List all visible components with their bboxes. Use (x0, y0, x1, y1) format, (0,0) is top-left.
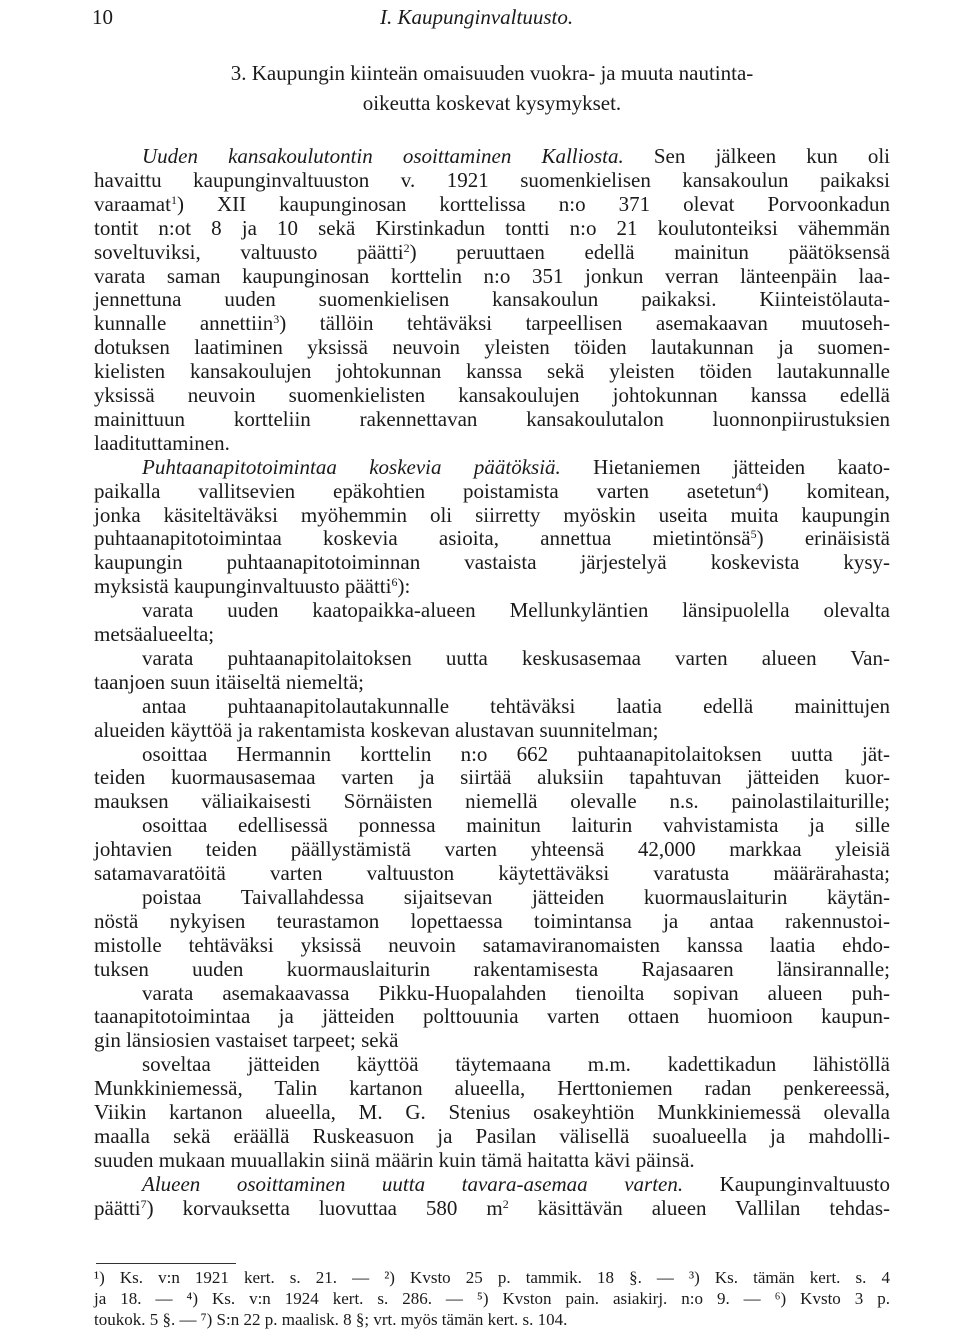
line-text: kunnalle annettiin (94, 311, 274, 336)
line-text: varata uuden kaatopaikka-alueen Mellunkyläntien länsipuolella olevalta (142, 598, 890, 623)
line-text: teiden kuormausasemaa varten ja siirtää aluksiin tapahtuvan jätteiden kuor- (94, 765, 890, 790)
line-text: Kaupunginvaltuusto (683, 1171, 890, 1196)
body-line (94, 215, 890, 241)
line-text: ) tällöin tehtäväksi tarpeellisen asemakaavan muutoseh- (279, 311, 890, 336)
line-text: suuden mukaan muuallakin siinä määrin kuin tämä haitatta kävi päinsä. (94, 1147, 695, 1172)
body-line (94, 1003, 890, 1029)
body-line (94, 191, 890, 217)
line-text: satamavaratöitä varten valtuuston käytettäväksi varatusta määrärahasta; (94, 861, 890, 885)
body-line (142, 980, 890, 1006)
footnote-line: ¹) Ks. v:n 1921 kert. s. 21. — ²) Kvsto 25 p. tammik. 18 §. — ³) Ks. tämän kert. s. 4 (94, 1268, 890, 1287)
footnote-marker: 6 (391, 575, 398, 590)
line-text: tontit n:ot 8 ja 10 sekä Kirstinkadun tontti n:o 21 koulutonteiksi vähemmän (94, 215, 890, 240)
line-text: päätti (94, 1195, 141, 1220)
line-text: osoittaa edellisessä ponnessa mainitun laiturin vahvistamista ja sille (142, 813, 890, 838)
body-line (142, 597, 890, 623)
body-line (142, 884, 890, 910)
line-text: havaittu kaupunginvaltuuston v. 1921 suomenkielisen kansakoulun paikaksi (94, 167, 890, 192)
body-line (142, 812, 890, 838)
line-text: mauksen väliaikaisesti Sörnäisten niemellä olevalle n.s. painolastilaiturille; (94, 789, 890, 814)
line-text: osoittaa Hermannin korttelin n:o 662 puhtaanapitolaitoksen uutta jät- (142, 741, 890, 766)
footnote-line: ja 18. — ⁴) Ks. v:n 1924 kert. s. 286. — ⁵) Kvston pain. asiakirj. n:o 9. — ⁶) Kvsto 3 p. (94, 1289, 890, 1308)
body-line (94, 382, 890, 408)
line-text: yksissä neuvoin suomenkielisten kansakoulujen johtokunnan kanssa edellä (94, 383, 890, 407)
line-text: johtavien teiden päällystämistä varten yhteensä 42,000 markkaa yleisiä (94, 837, 890, 862)
line-text: Viikin kartanon alueella, M. G. Stenius osakeyhtiön Munkkiniemessä olevalla (94, 1100, 890, 1124)
footnote-divider (96, 1263, 236, 1264)
body-line (94, 525, 890, 551)
body-line (94, 1147, 890, 1173)
body-line (142, 693, 890, 719)
line-text: varata saman kaupunginosan korttelin n:o 351 jonkun verran länteenpäin laa- (94, 263, 890, 288)
line-text: paikalla vallitsevien epäkohtien poistamista varten asetetun (94, 478, 756, 503)
line-text: jennettuna uuden suomenkielisen kansakoulun paikaksi. Kiinteistölauta- (94, 287, 890, 312)
line-text: dotuksen laatiminen yksissä neuvoin yleisten töiden lautakunnan ja suomen- (94, 335, 890, 360)
running-title: I. Kaupunginvaltuusto. (380, 5, 574, 29)
body-line (94, 1075, 890, 1101)
body-line (94, 239, 890, 265)
line-text: myksistä kaupunginvaltuusto päätti (94, 574, 392, 599)
body-line (142, 645, 890, 671)
line-text: ): (397, 574, 411, 599)
line-text: gin länsiosien vastaiset tarpeet; sekä (94, 1028, 399, 1053)
body-line (142, 1171, 890, 1197)
body-line (94, 860, 890, 886)
line-text: varaamat (94, 191, 171, 216)
footnote-marker: 4 (755, 479, 762, 494)
body-line (94, 669, 890, 695)
body-line (94, 1027, 890, 1053)
body-line (142, 741, 890, 767)
body-line (94, 717, 890, 743)
body-line (142, 454, 890, 480)
italic-subheading: Puhtaanapitotoimintaa koskevia päätöksiä. (142, 454, 561, 479)
line-text: taanapitotoimintaa ja jätteiden polttouunia varten ottaen huomioon kaupun- (94, 1004, 890, 1029)
body-line (94, 908, 890, 934)
line-text: maalla sekä eräällä Ruskeasuon ja Pasilan välisellä suoalueella ja mahdolli- (94, 1123, 890, 1148)
body-line (94, 1195, 890, 1221)
body-line (94, 764, 890, 790)
body-line (94, 1099, 890, 1125)
line-text: ) korvauksetta luovuttaa 580 m (146, 1195, 503, 1220)
line-text: jonka käsiteltäväksi myöhemmin oli siirretty myöskin useita muita kaupungin (94, 502, 890, 527)
footnote-marker: 5 (750, 527, 757, 542)
body-line (94, 621, 890, 647)
body-line (94, 1123, 890, 1149)
line-text: metsäalueelta; (94, 622, 215, 646)
line-text: soveltuviksi, valtuusto päätti (94, 239, 404, 264)
body-line (94, 956, 890, 982)
body-line (94, 478, 890, 504)
line-text: käsittävän alueen Vallilan tehdas- (508, 1195, 890, 1220)
line-text: soveltaa jätteiden käyttöä täytemaana m.m. kadettikadun lähistöllä (142, 1052, 890, 1077)
line-text: ) erinäisistä (756, 526, 890, 551)
line-text: varata puhtaanapitolaitoksen uutta keskusasemaa varten alueen Van- (142, 645, 890, 670)
footnote-marker: 2 (403, 240, 410, 255)
line-text: antaa puhtaanapitolautakunnalle tehtäväksi laatia edellä mainittujen (142, 693, 890, 718)
line-text: Hietaniemen jätteiden kaato- (560, 454, 890, 479)
line-text: puhtaanapitotoimintaa koskevia asioita, annettua mietintönsä (94, 526, 751, 551)
body-line (94, 502, 890, 528)
section-heading-line-1: 3. Kaupungin kiinteän omaisuuden vuokra- ja muuta nautinta- (230, 61, 754, 85)
line-text: poistaa Taivallahdessa sijaitsevan jätteiden kuormauslaiturin käytän- (142, 884, 890, 909)
body-line (94, 430, 890, 456)
body-line (94, 788, 890, 814)
line-text: kielisten kansakoulujen johtokunnan kanssa sekä yleisten töiden lautakunnalle (94, 359, 890, 384)
superscript: 2 (502, 1196, 509, 1211)
line-text: Munkkiniemessä, Talin kartanon alueella, Herttoniemen radan penkereessä, (94, 1076, 890, 1101)
footnote-line: toukok. 5 §. — ⁷) S:n 22 p. maalisk. 8 §; vrt. myös tämän kert. s. 104. (94, 1310, 568, 1329)
line-text: varata asemakaavassa Pikku-Huopalahden tienoilta sopivan alueen puh- (142, 980, 890, 1005)
page-number: 10 (92, 5, 113, 29)
line-text: mistolle tehtäväksi yksissä neuvoin satamaviranomaisten kanssa laatia ehdo- (94, 932, 890, 957)
body-line (94, 836, 890, 862)
body-line (94, 573, 890, 599)
line-text: nöstä nykyisen teurastamon lopettaessa toimintansa ja antaa rakennustoi- (94, 908, 890, 933)
line-text: ) peruuttaen edellä mainitun päätöksensä (409, 239, 890, 264)
body-line (94, 310, 890, 336)
line-text: alueiden käyttöä ja rakentamista koskevan alustavan suunnitelman; (94, 717, 659, 742)
line-text: laadituttaminen. (94, 430, 230, 455)
section-heading-line-2: oikeutta koskevat kysymykset. (362, 91, 622, 115)
line-text: mainittuun kortteliin rakennettavan kansakoulutalon luonnonpiirustuksien (94, 406, 890, 431)
body-line (94, 549, 890, 575)
footnote-marker: 3 (273, 312, 280, 327)
body-line (94, 932, 890, 958)
body-line (94, 167, 890, 193)
body-line (94, 286, 890, 312)
italic-subheading: Alueen osoittaminen uutta tavara-asemaa varten. (142, 1171, 684, 1196)
footnote-marker: 7 (140, 1196, 147, 1211)
line-text: Sen jälkeen kun oli (623, 144, 890, 168)
body-line (94, 263, 890, 289)
italic-subheading: Uuden kansakoulutontin osoittaminen Kalliosta. (142, 144, 624, 168)
body-line (94, 334, 890, 360)
body-line (94, 358, 890, 384)
line-text: tuksen uuden kuormauslaiturin rakentamisesta Rajasaaren länsirannalle; (94, 956, 890, 981)
line-text: taanjoen suun itäiseltä niemeltä; (94, 669, 364, 694)
line-text: ) XII kaupunginosan korttelissa n:o 371 olevat Porvoonkadun (176, 191, 890, 216)
line-text: kaupungin puhtaanapitotoiminnan vastaista järjestelyä koskevista kysy- (94, 550, 890, 575)
footnote-marker: 1 (170, 192, 177, 207)
body-line (94, 406, 890, 432)
line-text: ) komitean, (761, 478, 891, 503)
body-line (142, 1051, 890, 1077)
body-line (142, 143, 890, 169)
